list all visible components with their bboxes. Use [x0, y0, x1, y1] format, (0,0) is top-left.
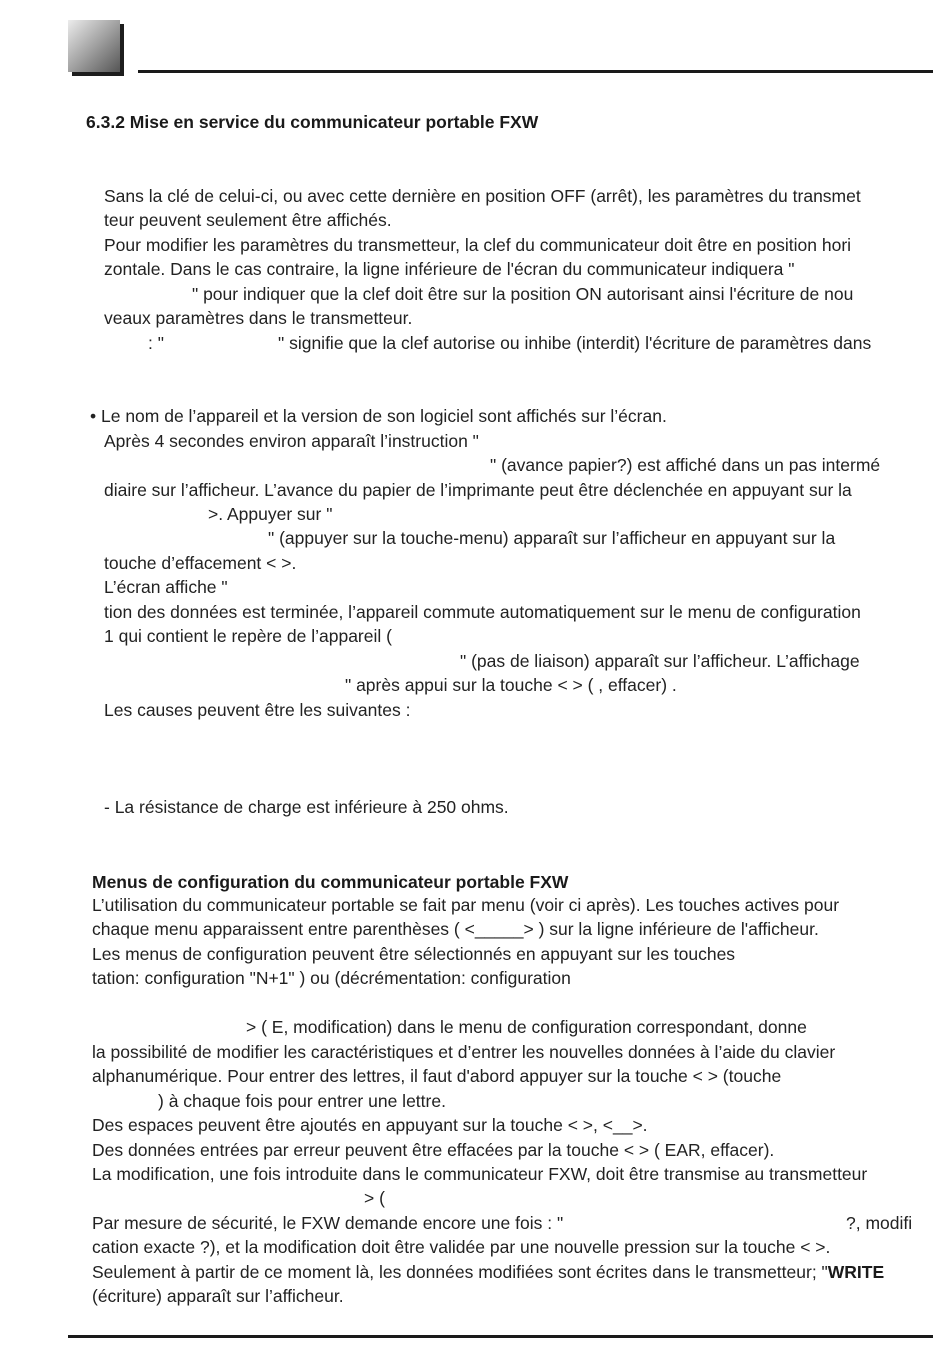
text-line: [104, 480, 852, 500]
text-line: [490, 455, 880, 475]
text-line: [104, 431, 479, 451]
text-line-content: tation: configuration "N+1" ) ou (décrémentation: configuration: [92, 968, 571, 988]
text-line: [90, 406, 667, 426]
text-line: [92, 1140, 774, 1160]
text-line: [104, 210, 392, 230]
text-line: [104, 700, 410, 720]
subsection-heading: [92, 872, 568, 892]
text-line: [92, 1286, 344, 1306]
section-title: 6.3.2 Mise en service du communicateur portable FXW: [86, 112, 539, 132]
text-line: [104, 626, 392, 646]
text-line-content: L’utilisation du communicateur portable se fait par menu (voir ci après). Les touches actives pour: [92, 895, 840, 915]
text-line: [92, 1164, 867, 1184]
text-line: [92, 1115, 648, 1135]
text-line-content: Sans la clé de celui-ci, ou avec cette dernière en position OFF (arrêt), les paramètres du transmet: [104, 186, 861, 206]
text-line: [104, 235, 851, 255]
text-line-content: Menus de configuration du communicateur portable FXW: [92, 872, 569, 892]
text-line: [846, 1213, 912, 1233]
text-line-content: • Le nom de l’appareil et la version de son logiciel sont affichés sur l’écran.: [90, 406, 667, 426]
text-line-content: teur peuvent seulement être affichés.: [104, 210, 392, 230]
text-line: [104, 797, 509, 817]
text-line-content: " signifie que la clef autorise ou inhibe (interdit) l'écriture de paramètres dans: [278, 333, 872, 353]
text-line: [345, 675, 677, 695]
text-line-content: chaque menu apparaissent entre parenthèses ( <_____> ) sur la ligne inférieure de l'afficheur.: [92, 919, 819, 939]
text-line: [278, 333, 871, 353]
text-line: [158, 1091, 446, 1111]
text-line-content: alphanumérique. Pour entrer des lettres, il faut d'abord appuyer sur la touche < > (touche: [92, 1066, 782, 1086]
text-line: [364, 1188, 385, 1208]
text-line: [92, 1262, 884, 1282]
text-line-content: Des espaces peuvent être ajoutés en appuyant sur la touche < >, <__>.: [92, 1115, 648, 1135]
text-line-content: Les causes peuvent être les suivantes :: [104, 700, 411, 720]
text-line-content: " après appui sur la touche < > ( , effacer) .: [345, 675, 677, 695]
text-line: [208, 504, 332, 524]
text-line-content: " (appuyer sur la touche-menu) apparaît sur l’afficheur en appuyant sur la: [268, 528, 836, 548]
text-line: [246, 1017, 807, 1037]
text-line: [92, 895, 839, 915]
text-line: [92, 944, 735, 964]
emphasis-word: WRITE: [827, 1262, 885, 1282]
text-line-content: Des données entrées par erreur peuvent être effacées par la touche < > ( EAR, effacer).: [92, 1140, 775, 1160]
text-line: [92, 919, 819, 939]
text-line-content: touche d’effacement < >.: [104, 553, 297, 573]
text-line-content: diaire sur l’afficheur. L’avance du papier de l’imprimante peut être déclenchée en appuyant sur la: [104, 480, 852, 500]
text-line-content: >. Appuyer sur ": [208, 504, 333, 524]
text-line: [92, 1042, 835, 1062]
text-line-content: " (pas de liaison) apparaît sur l’afficheur. L’affichage: [460, 651, 860, 671]
text-line-content: > (: [364, 1188, 385, 1208]
text-line: [92, 1213, 563, 1233]
text-line: [460, 651, 860, 671]
text-line: [148, 333, 164, 353]
text-line: [104, 553, 296, 573]
header-rule: [138, 70, 933, 73]
text-line: [92, 968, 571, 988]
text-line: [92, 1066, 781, 1086]
text-line: [104, 602, 861, 622]
text-line-content: > ( E, modification) dans le menu de configuration correspondant, donne: [246, 1017, 807, 1037]
footer-rule: [68, 1335, 933, 1338]
text-line-content: - La résistance de charge est inférieure à 250 ohms.: [104, 797, 509, 817]
text-line: [192, 284, 853, 304]
text-line-content: zontale. Dans le cas contraire, la ligne inférieure de l'écran du communicateur indiquera ": [104, 259, 795, 279]
text-line-content: (écriture) apparaît sur l’afficheur.: [92, 1286, 344, 1306]
text-line-content: Après 4 secondes environ apparaît l’instruction ": [104, 431, 479, 451]
text-line-content: L’écran affiche ": [104, 577, 228, 597]
text-line: [268, 528, 835, 548]
text-line-content: ?, modifi: [846, 1213, 913, 1233]
chapter-marker-square: [68, 20, 120, 72]
text-line-content: Pour modifier les paramètres du transmetteur, la clef du communicateur doit être en position hori: [104, 235, 852, 255]
text-line-content: Les menus de configuration peuvent être sélectionnés en appuyant sur les touches: [92, 944, 736, 964]
text-line-content: : ": [148, 333, 164, 353]
text-line-content: la possibilité de modifier les caractéristiques et d’entrer les nouvelles données à l’aide du clavier: [92, 1042, 836, 1062]
text-line-content: " pour indiquer que la clef doit être sur la position ON autorisant ainsi l'écriture de nou: [192, 284, 854, 304]
text-line-content: La modification, une fois introduite dans le communicateur FXW, doit être transmise au transmetteur: [92, 1164, 868, 1184]
text-line: [104, 259, 794, 279]
text-line-content: " (avance papier?) est affiché dans un pas intermé: [490, 455, 881, 475]
text-line-content: 1 qui contient le repère de l’appareil (: [104, 626, 392, 646]
text-line: [104, 308, 412, 328]
text-line: [92, 1237, 830, 1257]
text-line: [104, 186, 861, 206]
text-line-content: Seulement à partir de ce moment là, les données modifiées sont écrites dans le transmetteur; ": [92, 1262, 828, 1282]
text-line: [104, 577, 228, 597]
text-line-content: ) à chaque fois pour entrer une lettre.: [158, 1091, 446, 1111]
text-line-content: tion des données est terminée, l’appareil commute automatiquement sur le menu de configuration: [104, 602, 861, 622]
text-line-content: Par mesure de sécurité, le FXW demande encore une fois : ": [92, 1213, 564, 1233]
text-line-content: cation exacte ?), et la modification doit être validée par une nouvelle pression sur la touche < >.: [92, 1237, 831, 1257]
text-line-content: veaux paramètres dans le transmetteur.: [104, 308, 413, 328]
